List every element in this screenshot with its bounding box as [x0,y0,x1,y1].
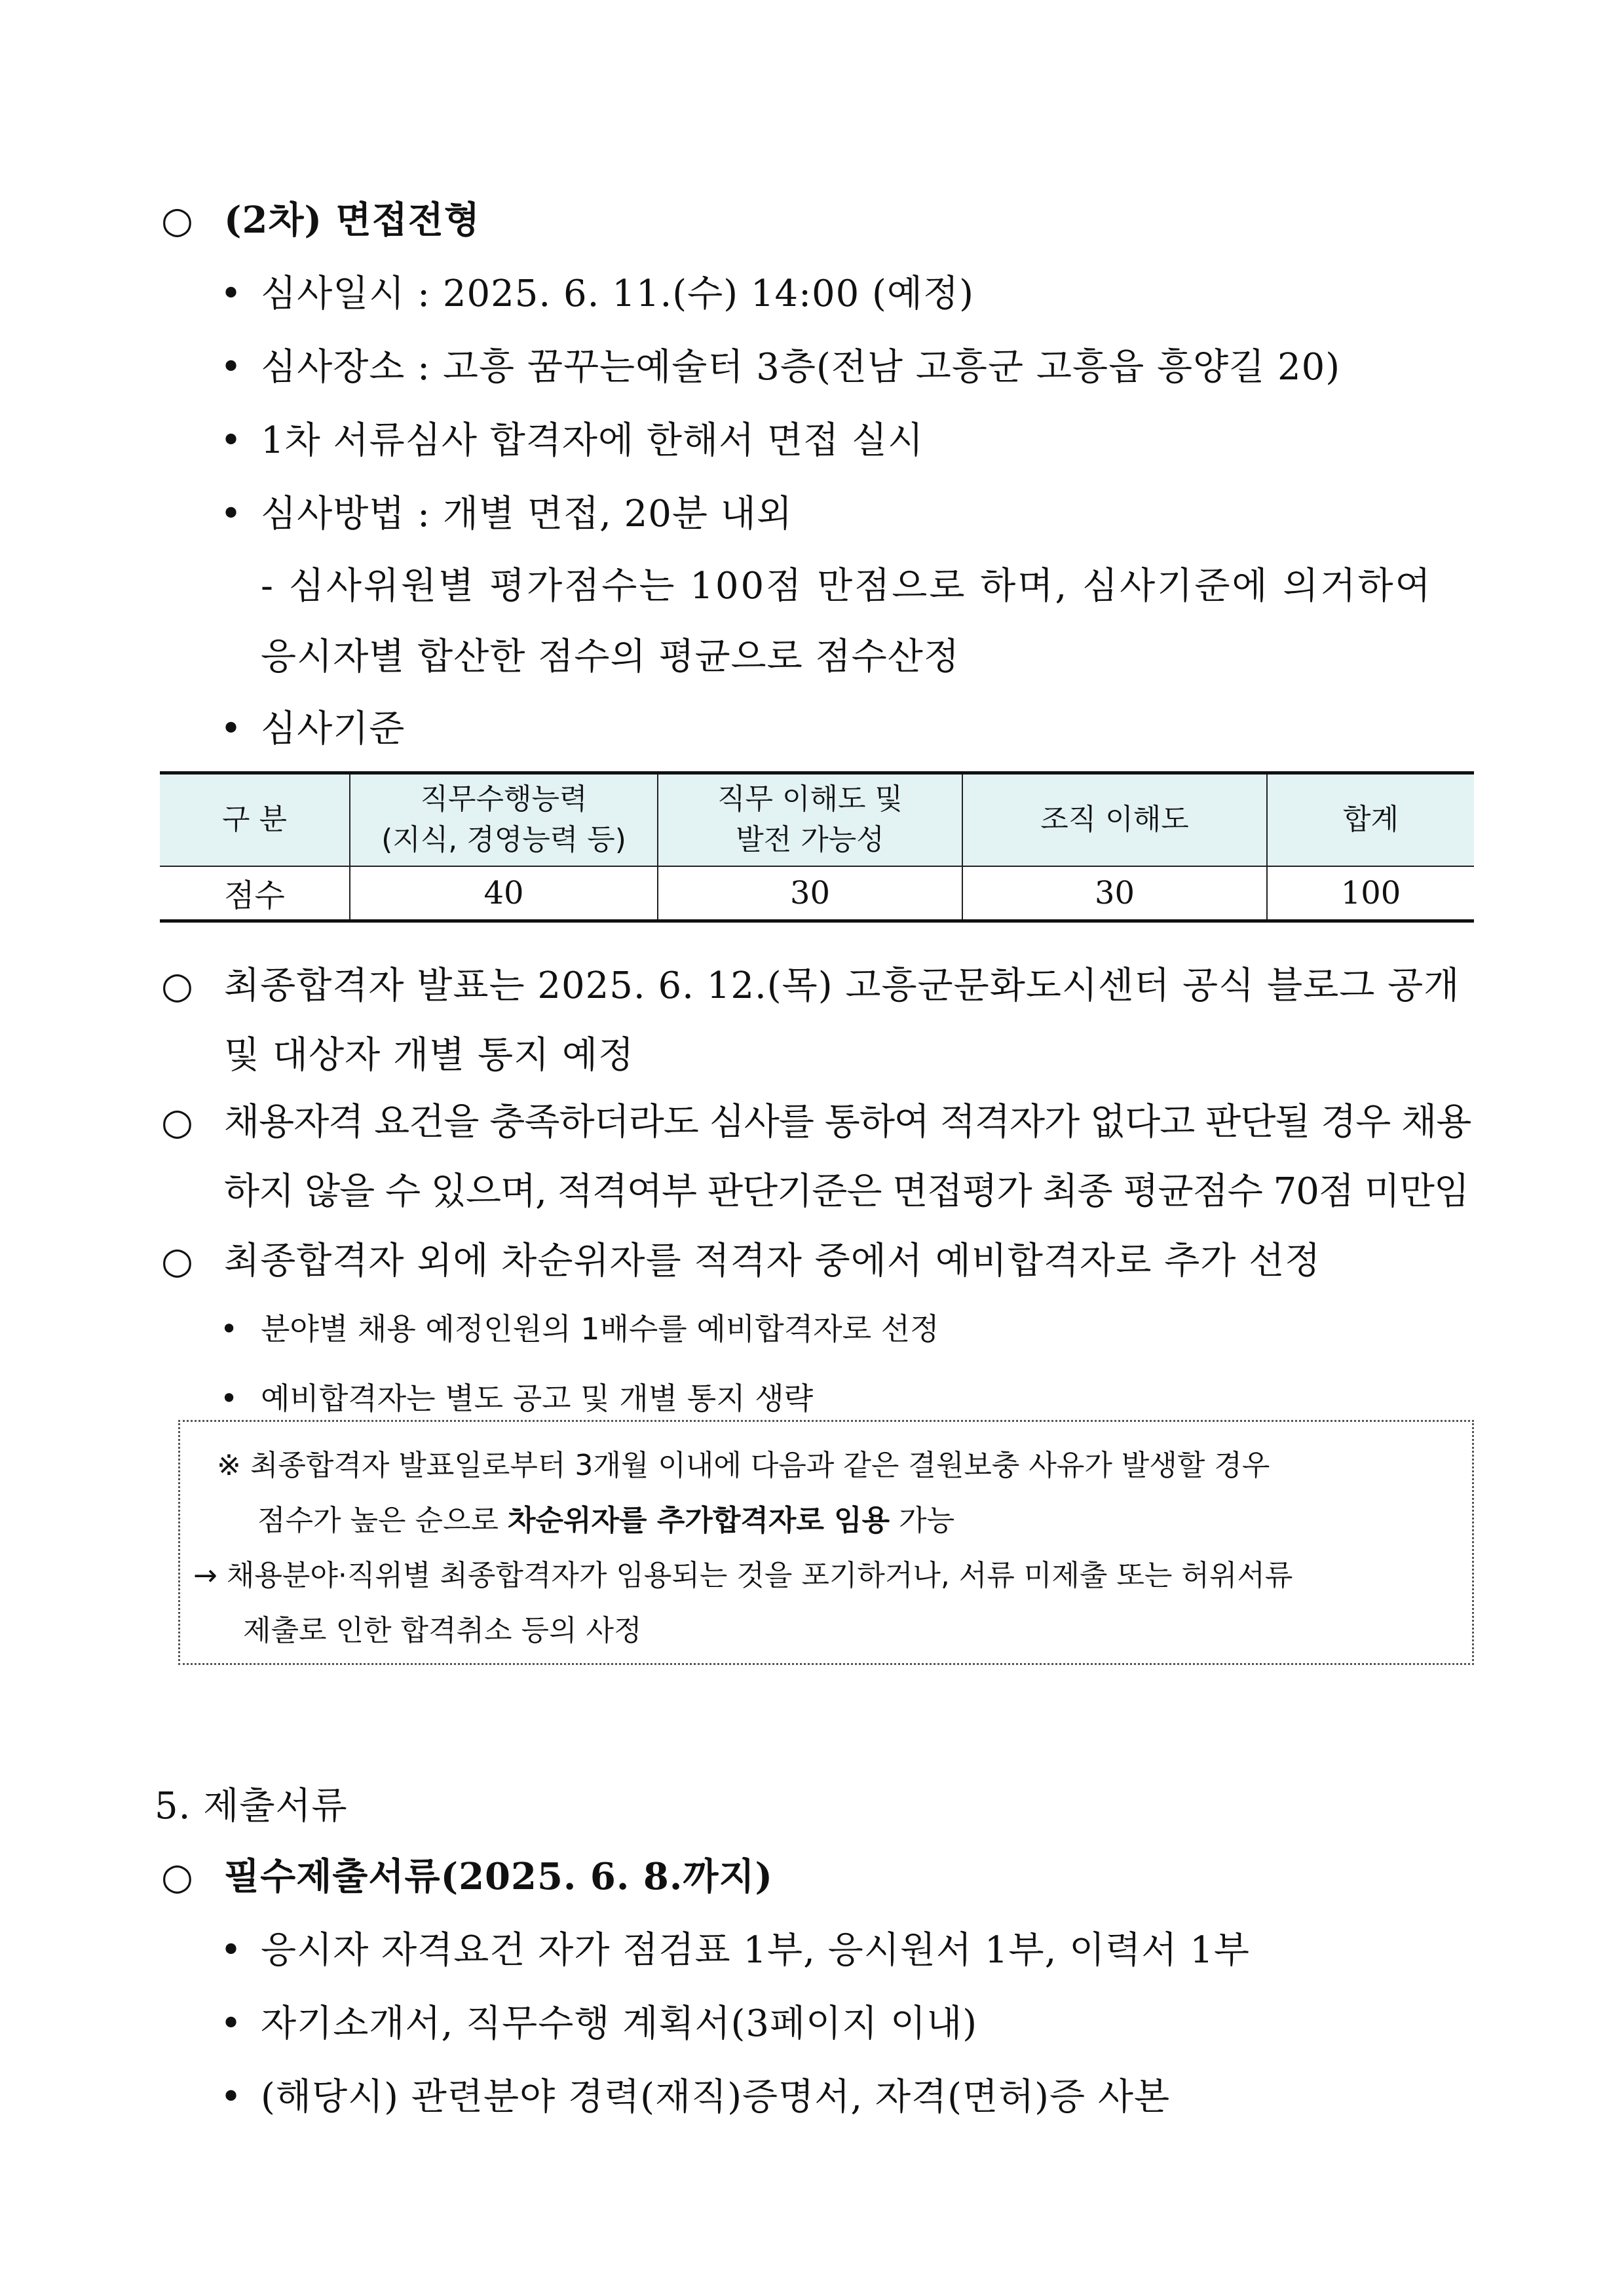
interview-target [220,411,924,464]
criteria-table-header-row [160,773,1474,866]
document-item-3-text: (해당시) 관련분야 경력(재직)증명서, 자격(면허)증 사본 [261,2076,1171,2118]
reserve-sub-1-text: 분야별 채용 예정인원의 1배수를 예비합격자로 선정 [261,1311,939,1347]
interview-method-detail-2: 응시자별 합산한 점수의 평균으로 점수산정 [261,636,960,678]
bullet: • [220,1929,243,1972]
bullet: • [220,1311,238,1347]
note-line-3: → 채용분야·직위별 최종합격자가 임용되는 것을 포기하거나, 서류 미제출 또는 허위서류 [193,1559,1293,1592]
interview-heading [161,191,480,244]
interview-title: (2차) 면접전형 [224,199,480,242]
note-emphasis: 차순위자를 추가합격자로 임용 [508,1504,890,1537]
criteria-header-category: 구 분 [160,773,350,866]
note-box [178,1420,1474,1665]
document-item-2 [220,1995,977,2047]
reserve-sub-2-text: 예비합격자는 별도 공고 및 개별 통지 생략 [261,1381,814,1416]
interview-place-text: 심사장소 : 고흥 꿈꾸는예술터 3층(전남 고흥군 고흥읍 흥양길 20) [261,346,1341,389]
required-documents [161,1848,773,1900]
document-item-1 [220,1921,1250,1974]
interview-method-text: 심사방법 : 개별 면접, 20분 내외 [261,493,793,535]
note-line-2: 점수가 높은 순으로 차순위자를 추가합격자로 임용 가능 [257,1504,955,1537]
qualification-note-line2: 하지 않을 수 있으며, 적격여부 판단기준은 면접평가 최종 평균점수 70점 미만임 [224,1170,1469,1213]
final-announcement [161,957,1460,1009]
final-announcement-line1: 최종합격자 발표는 2025. 6. 12.(목) 고흥군문화도시센터 공식 블로그 공개 [224,965,1460,1007]
interview-place [220,338,1340,391]
interview-date-text: 심사일시 : 2025. 6. 11.(수) 14:00 (예정) [261,273,974,315]
bullet: • [220,419,243,462]
qualification-note [161,1093,1471,1145]
bullet: • [220,1381,238,1416]
criteria-table-score-row [160,866,1474,921]
score-cell: 40 [350,866,658,921]
interview-target-text: 1차 서류심사 합격자에 한해서 면접 실시 [261,419,924,462]
interview-criteria [220,700,405,752]
note-line-1: ※ 최종합격자 발표일로부터 3개월 이내에 다음과 같은 결원보충 사유가 발생할 경우 [217,1449,1270,1482]
score-cell: 30 [658,866,962,921]
score-label-cell: 점수 [160,866,350,921]
bullet: • [220,273,243,315]
circle-marker: ○ [161,1101,193,1143]
criteria-table [160,771,1474,923]
reserve-selection [161,1232,1321,1284]
reserve-sub-2 [220,1375,813,1418]
qualification-note-line1: 채용자격 요건을 충족하더라도 심사를 통하여 적격자가 없다고 판단될 경우 채용 [224,1101,1471,1143]
score-total-cell: 100 [1267,866,1474,921]
circle-marker: ○ [161,1855,194,1898]
reference-mark: ※ [217,1449,241,1482]
reserve-sub-1 [220,1305,939,1349]
score-cell: 30 [962,866,1267,921]
bullet: • [220,2002,243,2045]
bullet: • [220,2076,243,2118]
criteria-header-total: 합계 [1267,773,1474,866]
reserve-selection-text: 최종합격자 외에 차순위자를 적격자 중에서 예비합격자로 추가 선정 [224,1240,1321,1282]
final-announcement-line2: 및 대상자 개별 통지 예정 [224,1034,635,1077]
document-item-1-text: 응시자 자격요건 자가 점검표 1부, 응시원서 1부, 이력서 1부 [261,1929,1251,1972]
circle-marker: ○ [161,1240,194,1282]
bullet: • [220,346,243,389]
circle-marker: ○ [161,965,194,1007]
interview-criteria-text: 심사기준 [261,708,406,750]
document-item-3 [220,2068,1170,2120]
interview-method-detail-1: - 심사위원별 평가점수는 100점 만점으로 하며, 심사기준에 의거하여 [261,565,1433,607]
criteria-header-org-understanding: 조직 이해도 [962,773,1267,866]
interview-method [220,485,793,537]
documents-heading: 5. 제출서류 [155,1785,348,1827]
note-line-4: 제출로 인한 합격취소 등의 사정 [243,1614,642,1647]
criteria-header-job-understanding: 직무 이해도 및 발전 가능성 [658,773,962,866]
required-documents-title: 필수제출서류(2025. 6. 8.까지) [224,1855,774,1898]
circle-marker: ○ [161,199,194,242]
bullet: • [220,708,243,750]
document-item-2-text: 자기소개서, 직무수행 계획서(3페이지 이내) [261,2002,978,2045]
bullet: • [220,493,243,535]
interview-date [220,265,974,317]
criteria-header-job-ability: 직무수행능력 (지식, 경영능력 등) [350,773,658,866]
